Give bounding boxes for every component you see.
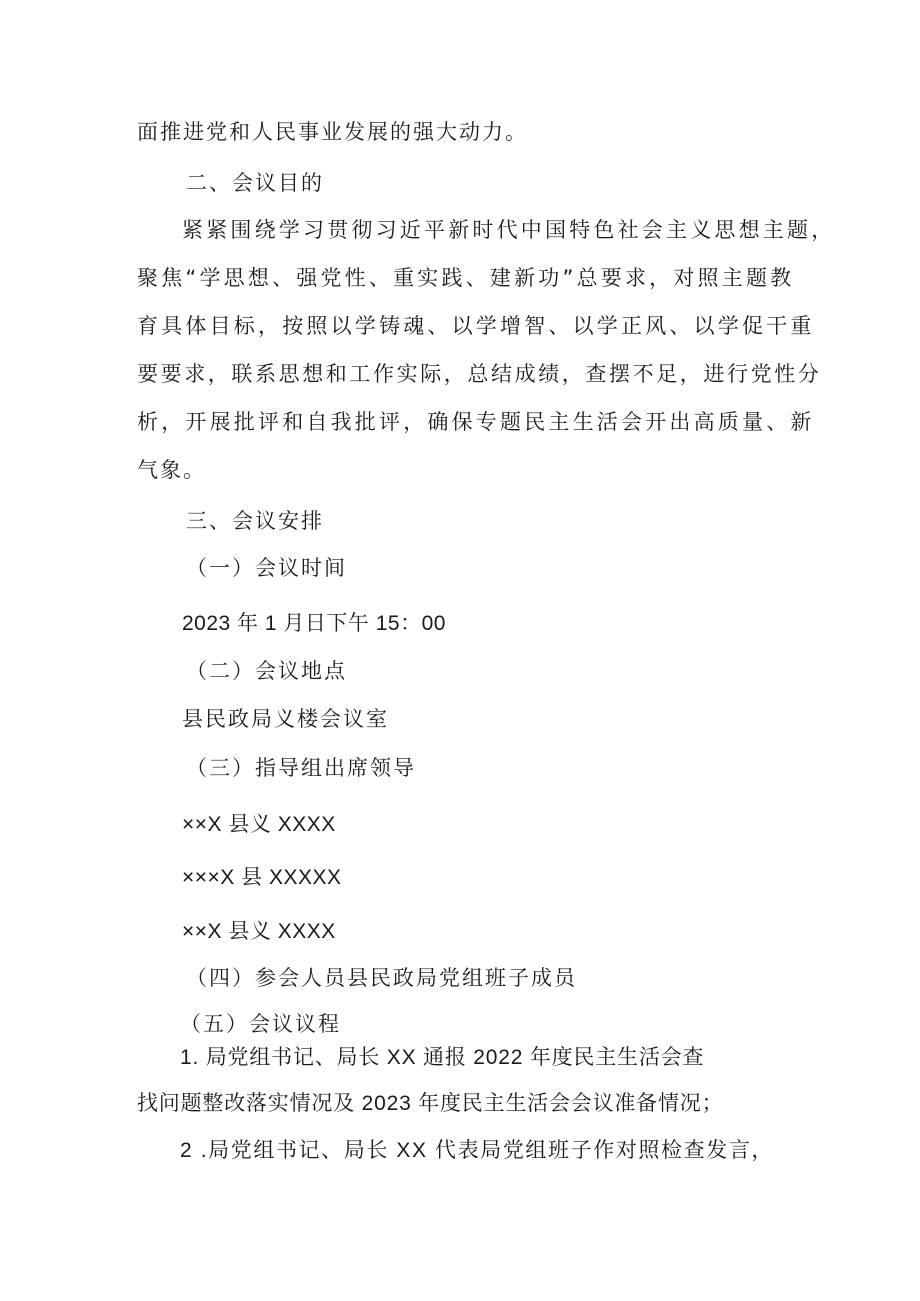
agenda-item-1-line-1: 1. 局党组书记、局长 XX 通报 2022 年度民主生活会查 [180,1046,705,1069]
purpose-paragraph-line-5: 析，开展批评和自我批评，确保专题民主生活会开出高质量、新 [137,410,815,434]
purpose-paragraph-line-2: 聚焦“学思想、强党性、重实践、建新功”总要求，对照主题教 [137,266,795,290]
guidance-leader-3: ××X 县义 XXXX [182,920,336,943]
subheading-attendees: （四）参会人员县民政局党组班子成员 [186,966,577,990]
section-heading-purpose: 二、会议目的 [186,171,324,195]
purpose-paragraph-line-1: 紧紧围绕学习贯彻习近平新时代中国特色社会主义思想主题， [182,218,836,242]
guidance-leader-2: ×××X 县 XXXXX [182,866,342,889]
purpose-paragraph-line-3: 育具体目标，按照以学铸魂、以学增智、以学正风、以学促干重 [137,314,815,338]
agenda-item-1-line-2: 找问题整改落实情况及 2023 年度民主生活会会议准备情况； [137,1092,724,1115]
subheading-meeting-place: （二）会议地点 [186,659,347,683]
paragraph-continuation: 面推进党和人民事业发展的强大动力。 [137,120,528,144]
guidance-leader-1: ××X 县义 XXXX [182,813,336,836]
meeting-time-value: 2023 年 1 月日下午 15：00 [182,612,446,635]
section-heading-arrangement: 三、会议安排 [186,509,324,533]
subheading-agenda: （五）会议议程 [180,1012,341,1036]
meeting-place-value: 县民政局义楼会议室 [182,707,389,731]
purpose-paragraph-line-4: 要要求，联系思想和工作实际，总结成绩，查摆不足，进行党性分 [137,362,822,386]
subheading-guidance-leaders: （三）指导组出席领导 [186,756,416,780]
subheading-meeting-time: （一）会议时间 [186,556,347,580]
agenda-item-2-line-1: 2 .局党组书记、局长 XX 代表局党组班子作对照检查发言， [180,1139,775,1162]
purpose-paragraph-line-6: 气象。 [137,458,206,482]
